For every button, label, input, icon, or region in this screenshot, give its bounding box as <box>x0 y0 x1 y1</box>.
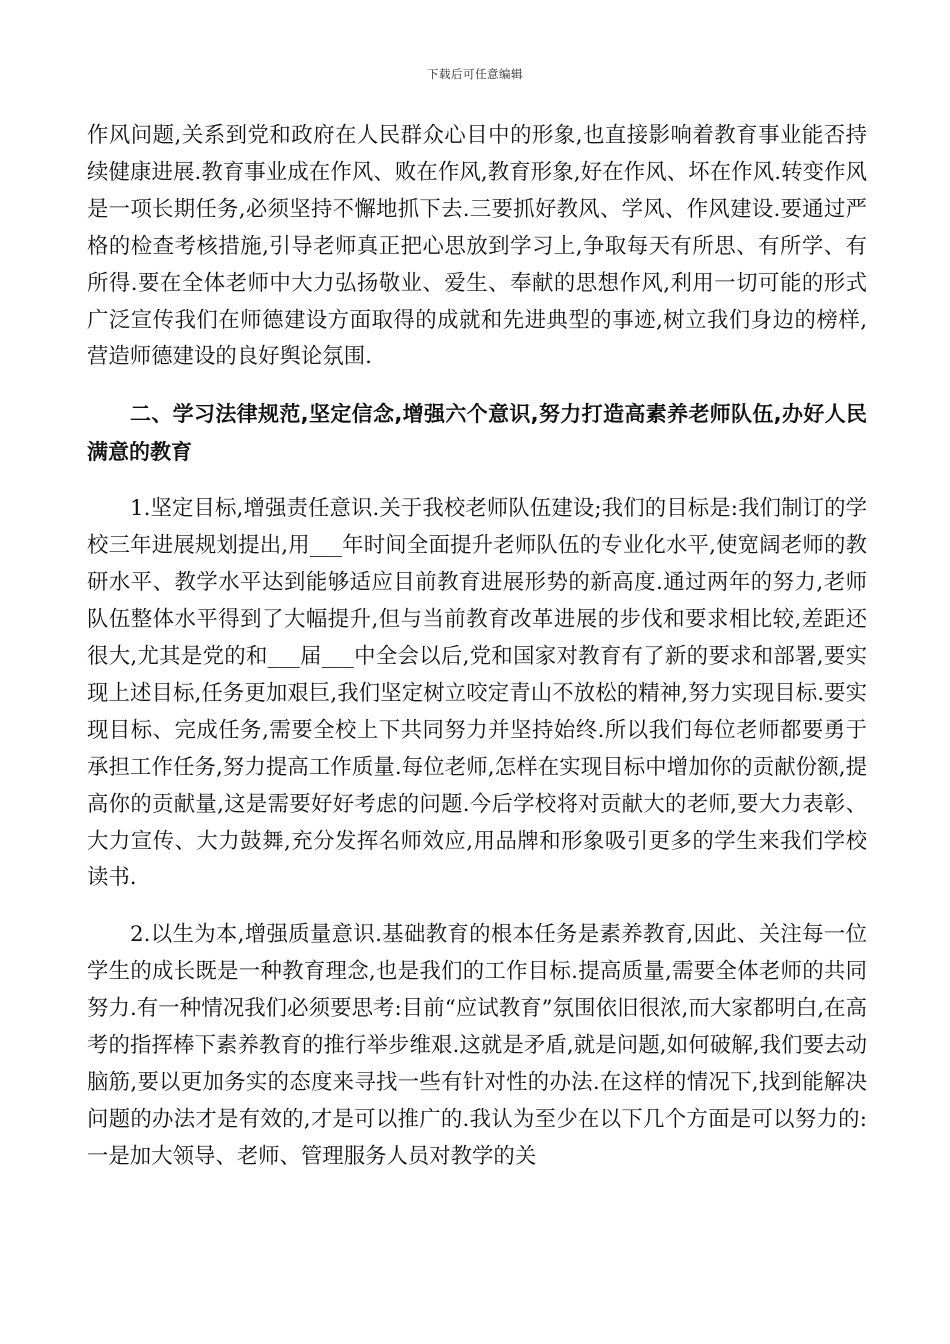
paragraph-spacer <box>87 376 867 396</box>
paragraph-item-2: 2.以生为本,增强质量意识.基础教育的根本任务是素养教育,因此、关注每一位学生的成长既是一种教育理念,也是我们的工作目标.提高质量,需要全体老师的共同努力.有一种情况我们必须要思考:目前“应试教育”氛围依旧很浓,而大家都明白,在高考的指挥棒下素养教育的推行举步维艰.这就是矛盾,就是问题,如何破解,我们要去动脑筋,要以更加务实的态度来寻找一些有针对性的办法.在这样的情况下,找到能解决问题的办法才是有效的,才是可以推广的.我认为至少在以下几个方面是可以努力的:一是加大领导、老师、管理服务人员对教学的关 <box>87 922 867 1169</box>
page-header: 下载后可任意编辑 <box>427 67 523 81</box>
paragraph-spacer <box>87 897 867 917</box>
paragraph-spacer <box>87 471 867 491</box>
document-body <box>87 118 867 1176</box>
paragraph-intro: 作风问题,关系到党和政府在人民群众心目中的形象,也直接影响着教育事业能否持续健康进展.教育事业成在作风、败在作风,教育形象,好在作风、坏在作风.转变作风是一项长期任务,必须坚持不懈地抓下去.三要抓好教风、学风、作风建设.要通过严格的检查考核措施,引导老师真正把心思放到学习上,争取每天有所思、有所学、有所得.要在全体老师中大力弘扬敬业、爱生、奉献的思想作风,利用一切可能的形式广泛宣传我们在师德建设方面取得的成就和先进典型的事迹,树立我们身边的榜样,营造师德建设的良好舆论氛围. <box>87 123 867 370</box>
paragraph-item-1: 1.坚定目标,增强责任意识.关于我校老师队伍建设;我们的目标是:我们制订的学校三年进展规划提出,用___年时间全面提升老师队伍的专业化水平,使宽阔老师的教研水平、教学水平达到能够适应目前教育进展形势的新高度.通过两年的努力,老师队伍整体水平得到了大幅提升,但与当前教育改革进展的步伐和要求相比较,差距还很大,尤其是党的和___届___中全会以后,党和国家对教育有了新的要求和部署,要实现上述目标,任务更加艰巨,我们坚定树立咬定青山不放松的精神,努力实现目标.要实现目标、完成任务,需要全校上下共同努力并坚持始终.所以我们每位老师都要勇于承担工作任务,努力提高工作质量.每位老师,怎样在实现目标中增加你的贡献份额,提高你的贡献量,这是需要好好考虑的问题.今后学校将对贡献大的老师,要大力表彰、大力宣传、大力鼓舞,充分发挥名师效应,用品牌和形象吸引更多的学生来我们学校读书. <box>87 496 867 891</box>
section-heading: 二、学习法律规范,坚定信念,增强六个意识,努力打造高素养老师队伍,办好人民满意的教育 <box>87 402 867 464</box>
